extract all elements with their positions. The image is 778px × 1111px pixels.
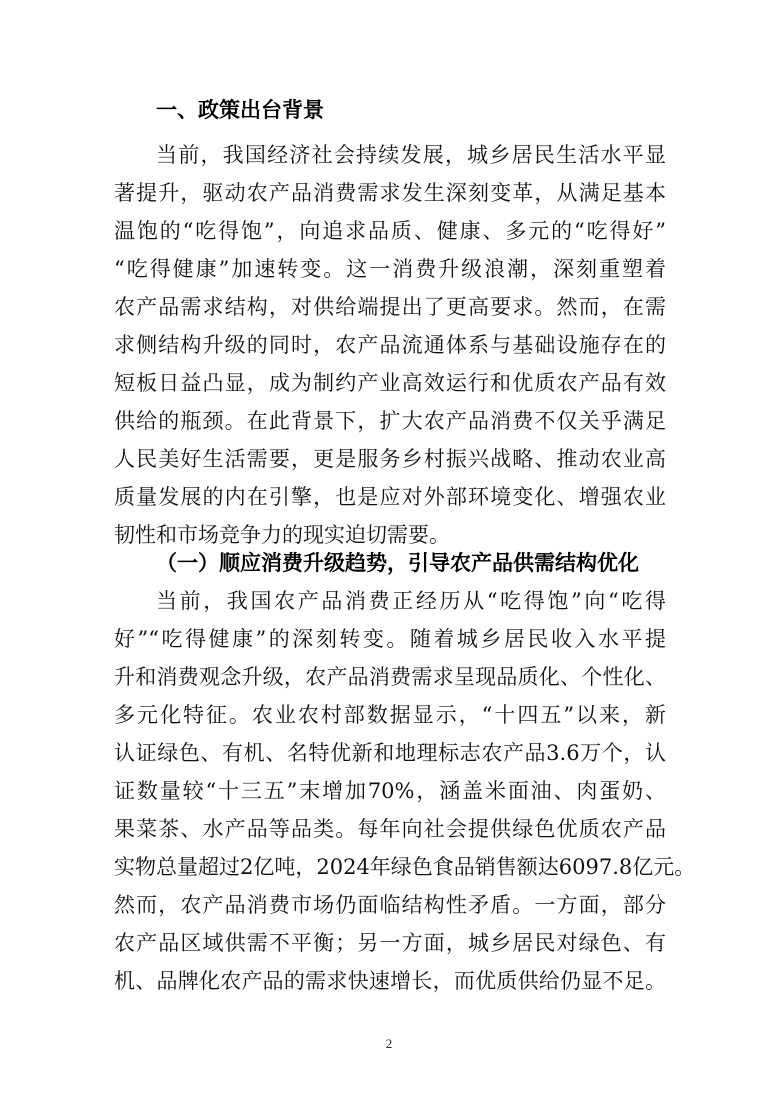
paragraph-line: 温饱的“吃得饱”，向追求品质、健康、多元的“吃得好”	[114, 219, 666, 243]
paragraph-line: 升和消费观念升级，农产品消费需求呈现品质化、个性化、	[114, 665, 666, 689]
paragraph-line: 人民美好生活需要，更是服务乡村振兴战略、推动农业高	[114, 447, 666, 471]
paragraph-line: 多元化特征。农业农村部数据显示，“十四五”以来，新	[114, 703, 666, 727]
paragraph-line: 质量发展的内在引擎，也是应对外部环境变化、增强农业	[114, 485, 666, 509]
paragraph-line: 求侧结构升级的同时，农产品流通体系与基础设施存在的	[114, 333, 666, 357]
paragraph-line: 当前，我国农产品消费正经历从“吃得饱”向“吃得	[156, 589, 666, 613]
paragraph-line: 好”“吃得健康”的深刻转变。随着城乡居民收入水平提	[114, 627, 666, 651]
paragraph-line: 实物总量超过2亿吨，2024年绿色食品销售额达6097.8亿元。	[114, 855, 696, 879]
paragraph-line: 农产品需求结构，对供给端提出了更高要求。然而，在需	[114, 295, 666, 319]
paragraph-line: 农产品区域供需不平衡；另一方面，城乡居民对绿色、有	[114, 931, 666, 955]
paragraph-line: 果菜茶、水产品等品类。每年向社会提供绿色优质农产品	[114, 817, 666, 841]
paragraph-line: “吃得健康”加速转变。这一消费升级浪潮，深刻重塑着	[114, 257, 666, 281]
subsection-heading: （一）顺应消费升级趋势，引导农产品供需结构优化	[156, 551, 639, 575]
paragraph-line: 短板日益凸显，成为制约产业高效运行和优质农产品有效	[114, 371, 666, 395]
paragraph-line: 然而，农产品消费市场仍面临结构性矛盾。一方面，部分	[114, 893, 666, 917]
paragraph-line: 认证绿色、有机、名特优新和地理标志农产品3.6万个，认	[114, 741, 666, 765]
paragraph-line: 著提升，驱动农产品消费需求发生深刻变革，从满足基本	[114, 181, 666, 205]
paragraph-line: 韧性和市场竞争力的现实迫切需要。	[114, 523, 450, 547]
page-number: 2	[385, 1036, 393, 1051]
section-heading: 一、政策出台背景	[156, 98, 324, 122]
paragraph-line: 供给的瓶颈。在此背景下，扩大农产品消费不仅关乎满足	[114, 409, 666, 433]
paragraph-line: 机、品牌化农产品的需求快速增长，而优质供给仍显不足。	[114, 969, 666, 993]
paragraph-line: 当前，我国经济社会持续发展，城乡居民生活水平显	[156, 143, 666, 167]
paragraph-line: 证数量较“十三五”末增加70%，涵盖米面油、肉蛋奶、	[114, 779, 666, 803]
